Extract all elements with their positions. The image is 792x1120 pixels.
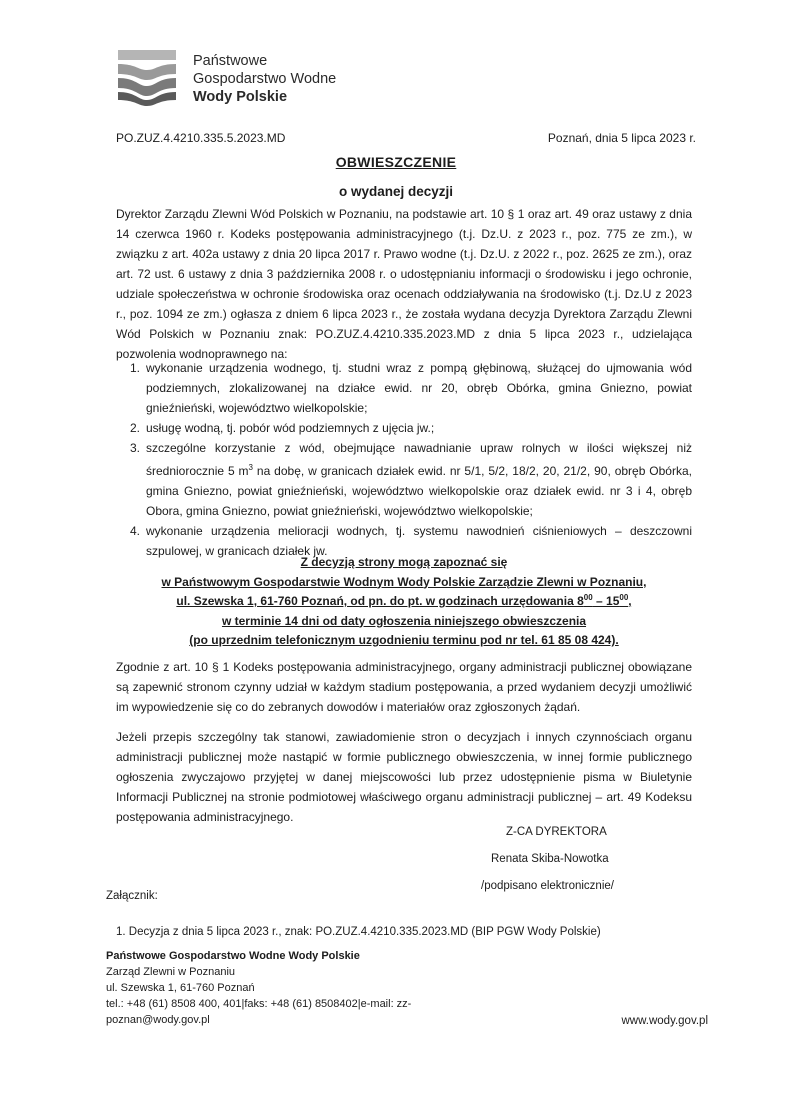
notice-line-1: Z decyzją strony mogą zapoznać się	[300, 555, 508, 569]
document-reference: PO.ZUZ.4.4210.335.5.2023.MD	[116, 131, 286, 145]
list-item-text: szczególne korzystanie z wód, obejmujące nawadnianie upraw rolnych w ilości większej niż średniorocznie 5 m	[146, 441, 692, 478]
access-notice	[116, 553, 692, 651]
place-and-date: Poznań, dnia 5 lipca 2023 r.	[547, 131, 696, 145]
logo-text	[193, 52, 336, 106]
footer-org: Państwowe Gospodarstwo Wodne Wody Polskie	[106, 950, 360, 962]
paragraph-kpa-art-49: Jeżeli przepis szczególny tak stanowi, zawiadomienie stron o decyzjach i innych czynnościach organu administracji publicznej może nastąpić w formie publicznego obwieszczenia, w innej formie publicznego ogłoszenia zwyczajowo przyjętej w danej miejscowości lub przez udostępnienie pisma w Biuletynie Informacji Publicznej na stronie podmiotowej właściwego organu administracji publicznej – art. 49 Kodeksu postępowania administracyjnego.	[116, 730, 692, 824]
list-item-number: 3.	[130, 441, 141, 455]
list-item-text: wykonanie urządzenia wodnego, tj. studni wraz z pompą głębinową, służącej do ujmowania wód podziemnych, zlokalizowanej na działce ewid. nr 20, obręb Obórka, gmina Gniezno, powiat gnieźnieński, województwo wielkopolskie;	[146, 361, 692, 415]
unit-superscript: 3	[248, 463, 253, 472]
logo-line-1: Państwowe	[193, 53, 268, 69]
logo-line-2: Gospodarstwo Wodne	[193, 71, 337, 87]
footer-address	[106, 948, 411, 1028]
document-title: OBWIESZCZENIE	[335, 154, 457, 170]
signed-electronically-note: /podpisano elektronicznie/	[481, 880, 614, 892]
list-item-text-cont: na dobę, w granicach działek ewid. nr 5/1, 5/2, 18/2, 20, 21/2, 90, obręb Obórka, gmina Gniezno, powiat gnieźnieński, województwo wielkopolskie oraz działek ewid. nr 3 i 4, obręb Obora, gmina Gniezno, powiat gnieźnieński, województwo wielkopolskie;	[146, 464, 692, 518]
intro-paragraph: Dyrektor Zarządu Zlewni Wód Polskich w Poznaniu, na podstawie art. 10 § 1 oraz art. 49 oraz ustawy z dnia 14 czerwca 1960 r. Kodeks postępowania administracyjnego (t.j. Dz.U. z 2023 r., poz. 775 ze zm.), w związku z art. 402a ustawy z dnia 20 lipca 2017 r. Prawo wodne (t.j. Dz.U. z 2022 r., poz. 2625 ze zm.), oraz art. 72 ust. 6 ustawy z dnia 3 października 2008 r. o udostępnianiu informacji o środowisku i jego ochronie, udziale społeczeństwa w ochronie środowiska oraz ocenach oddziaływania na środowisko (t.j. Dz.U z 2023 r., poz. 1094 ze zm.) ogłasza z dniem 6 lipca 2023 r., że została wydana decyzja Dyrektora Zarządu Zlewni Wód Polskich w Poznaniu znak: PO.ZUZ.4.4210.335.2023.MD z dnia 5 lipca 2023 r., udzielająca pozwolenia wodnoprawnego na:	[116, 207, 692, 361]
list-item-number: 4.	[130, 524, 141, 538]
list-item-number: 1.	[130, 361, 141, 375]
list-item	[116, 418, 692, 438]
list-item-text: usługę wodną, tj. pobór wód podziemnych z ujęcia jw.;	[146, 421, 435, 435]
list-item	[116, 438, 692, 521]
footer-street: ul. Szewska 1, 61-760 Poznań	[106, 982, 255, 994]
signer-name: Renata Skiba-Nowotka	[491, 853, 609, 865]
hour-to-superscript: 00	[619, 593, 629, 602]
footer-unit: Zarząd Zlewni w Poznaniu	[106, 966, 236, 978]
list-item-text: wykonanie urządzenia melioracji wodnych, tj. systemu nawodnień ciśnieniowych – deszczowni szpulowej, w granicach działek jw.	[146, 524, 692, 558]
attachments-label: Załącznik:	[106, 890, 158, 902]
notice-line-4: w terminie 14 dni od daty ogłoszenia niniejszego obwieszczenia	[221, 613, 587, 628]
hour-from-superscript: 00	[583, 593, 593, 602]
notice-line-3-end: ,	[628, 594, 632, 608]
notice-line-5: (po uprzednim telefonicznym uzgodnieniu terminu pod nr tel. 61 85 08 424).	[189, 633, 619, 647]
footer-contact-1: tel.: +48 (61) 8508 400, 401|faks: +48 (61) 8508402|e-mail: zz-	[106, 998, 412, 1010]
notice-line-2: w Państwowym Gospodarstwie Wodnym Wody Polskie Zarządzie Zlewni w Poznaniu,	[161, 574, 647, 589]
signer-role: Z-CA DYREKTORA	[506, 826, 607, 838]
footer-website: www.wody.gov.pl	[621, 1015, 708, 1027]
notice-line-3	[116, 592, 692, 612]
list-item-number: 2.	[130, 421, 141, 435]
footer-contact-2: poznan@wody.gov.pl	[106, 1014, 210, 1026]
paragraph-kpa-art-10: Zgodnie z art. 10 § 1 Kodeks postępowania administracyjnego, organy administracji publicznej obowiązane są zapewnić stronom czynny udział w każdym stadium postępowania, a przed wydaniem decyzji umożliwić im wypowiedzenie się co do zebranych dowodów i materiałów oraz zgłoszonych żądań.	[116, 660, 692, 714]
wody-polskie-logo-icon	[116, 48, 178, 108]
notice-line-3-dash: – 15	[592, 594, 620, 608]
attachment-item: 1. Decyzja z dnia 5 lipca 2023 r., znak: PO.ZUZ.4.4210.335.2023.MD (BIP PGW Wody Polskie)	[116, 926, 601, 938]
permit-items-list	[116, 358, 692, 561]
logo-line-3: Wody Polskie	[193, 89, 288, 105]
list-item	[116, 358, 692, 418]
notice-line-3-text: ul. Szewska 1, 61-760 Poznań, od pn. do pt. w godzinach urzędowania 8	[176, 594, 584, 608]
document-subtitle: o wydanej decyzji	[338, 184, 454, 199]
